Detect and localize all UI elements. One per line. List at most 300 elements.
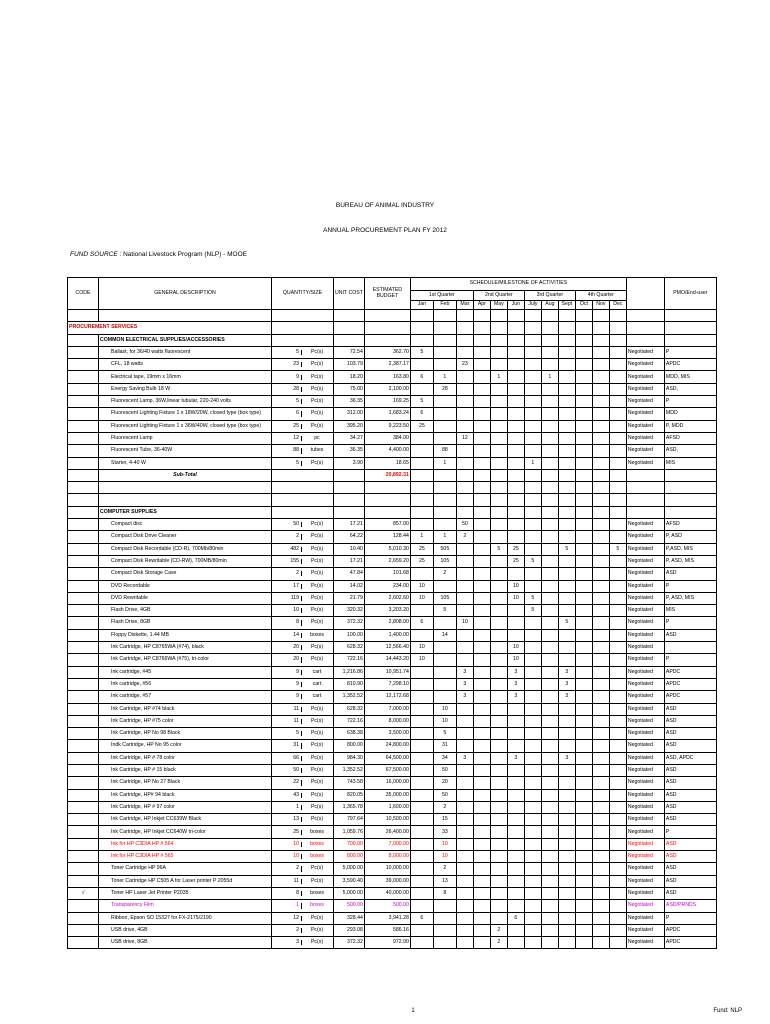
item-description: Energy Saving Bulb 18 W — [99, 383, 272, 395]
month-cell — [541, 592, 558, 604]
empty-cell — [410, 469, 433, 481]
empty-cell — [490, 469, 507, 481]
empty-cell — [334, 506, 365, 518]
procurement-mode: Negotiated — [626, 752, 664, 764]
item-unit: Pc(s) — [310, 557, 324, 564]
month-cell — [592, 642, 609, 654]
month-cell — [456, 777, 473, 789]
item-code — [68, 457, 99, 469]
month-cell — [575, 715, 592, 727]
empty-cell — [410, 494, 433, 506]
month-cell — [541, 642, 558, 654]
month-cell — [410, 519, 433, 531]
month-cell: 6 — [507, 912, 524, 924]
pmo-end-user: ASD — [664, 789, 716, 801]
empty-cell — [490, 494, 507, 506]
item-unit-cost: 72.54 — [334, 346, 365, 358]
month-cell — [609, 715, 626, 727]
pmo-end-user: P, ASD, MIS — [664, 555, 716, 567]
item-description: Ink Cartridge, HP #74 black — [99, 703, 272, 715]
item-budget: 40,000.00 — [364, 887, 410, 899]
empty-cell — [433, 482, 456, 494]
month-cell: 5 — [524, 555, 541, 567]
empty-cell — [507, 334, 524, 346]
pmo-end-user: P, ASD, MIS — [664, 592, 716, 604]
month-cell — [456, 543, 473, 555]
month-header: Apr — [473, 300, 490, 310]
month-cell — [592, 383, 609, 395]
month-cell: 31 — [433, 740, 456, 752]
month-cell — [541, 814, 558, 826]
month-cell — [541, 432, 558, 444]
month-cell — [541, 617, 558, 629]
pmo-end-user: ASD — [664, 851, 716, 863]
item-quantity — [272, 359, 334, 371]
month-cell: 88 — [433, 445, 456, 457]
month-cell — [410, 875, 433, 887]
item-quantity — [272, 383, 334, 395]
month-cell — [541, 605, 558, 617]
month-cell — [490, 383, 507, 395]
item-unit: Pc(s) — [310, 398, 324, 405]
month-header: Aug — [541, 300, 558, 310]
item-qty-value: 9 — [272, 682, 302, 687]
month-cell — [558, 728, 575, 740]
empty-cell — [664, 334, 716, 346]
item-qty-value: 2 — [272, 866, 302, 871]
month-cell — [473, 900, 490, 912]
procurement-mode: Negotiated — [626, 863, 664, 875]
procurement-mode: Negotiated — [626, 826, 664, 838]
empty-cell — [473, 494, 490, 506]
item-unit: Pc(s) — [310, 914, 324, 921]
section-label: PROCUREMENT SERVICES — [68, 322, 272, 334]
item-unit: Pc(s) — [310, 644, 324, 651]
item-quantity — [272, 900, 334, 912]
item-unit: Pc(s) — [310, 754, 324, 761]
month-cell: 2 — [456, 531, 473, 543]
empty-cell — [272, 482, 334, 494]
item-budget: 35,000.00 — [364, 789, 410, 801]
month-cell — [507, 851, 524, 863]
item-quantity — [272, 371, 334, 383]
item-description: Ink Cartridge, HP #75 color — [99, 715, 272, 727]
month-cell — [575, 912, 592, 924]
fund-source-label: FUND SOURCE — [70, 251, 118, 258]
empty-cell — [364, 334, 410, 346]
section-row — [68, 322, 717, 334]
month-cell — [490, 408, 507, 420]
month-cell — [490, 752, 507, 764]
month-cell — [507, 519, 524, 531]
month-cell: 33 — [433, 826, 456, 838]
item-unit-cost: 1,352.52 — [334, 691, 365, 703]
pmo-end-user: APDC — [664, 666, 716, 678]
pmo-end-user: ASD — [664, 863, 716, 875]
month-cell — [433, 678, 456, 690]
empty-cell — [334, 310, 365, 322]
month-cell: 1 — [490, 371, 507, 383]
month-cell — [592, 937, 609, 949]
item-code: √ — [68, 887, 99, 899]
empty-cell — [99, 494, 272, 506]
item-unit-cost: 34.27 — [334, 432, 365, 444]
empty-cell — [364, 310, 410, 322]
month-cell — [490, 359, 507, 371]
empty-cell — [334, 322, 365, 334]
item-qty-value: 88 — [272, 448, 302, 453]
item-qty-value: 11 — [272, 707, 302, 712]
month-cell — [609, 445, 626, 457]
table-row — [68, 371, 717, 383]
month-cell: 105 — [433, 555, 456, 567]
item-unit: Pc(s) — [310, 582, 324, 589]
pmo-end-user: ASD, — [664, 383, 716, 395]
month-cell — [410, 900, 433, 912]
item-qty-value: 12 — [272, 436, 302, 441]
month-cell — [575, 605, 592, 617]
month-cell — [433, 346, 456, 358]
item-unit: boxes — [310, 853, 324, 860]
item-code — [68, 752, 99, 764]
subtotal-label: Sub-Total — [99, 469, 272, 481]
month-cell — [558, 789, 575, 801]
month-cell — [456, 605, 473, 617]
procurement-mode: Negotiated — [626, 359, 664, 371]
item-budget: 1,600.00 — [364, 801, 410, 813]
table-row — [68, 543, 717, 555]
pmo-end-user: P — [664, 617, 716, 629]
month-cell — [575, 408, 592, 420]
empty-cell — [364, 506, 410, 518]
month-cell — [575, 519, 592, 531]
item-quantity — [272, 432, 334, 444]
table-row — [68, 912, 717, 924]
item-unit: Pc(s) — [310, 422, 324, 429]
empty-cell — [541, 334, 558, 346]
month-cell — [609, 642, 626, 654]
month-cell — [524, 863, 541, 875]
item-unit: Pc(s) — [310, 865, 324, 872]
item-budget: 169.25 — [364, 396, 410, 408]
procurement-mode: Negotiated — [626, 777, 664, 789]
month-cell — [473, 937, 490, 949]
month-cell — [410, 728, 433, 740]
item-unit: Pc(s) — [310, 877, 324, 884]
month-cell — [575, 887, 592, 899]
item-code — [68, 346, 99, 358]
month-cell — [609, 863, 626, 875]
month-cell — [609, 691, 626, 703]
month-cell — [456, 912, 473, 924]
month-cell — [524, 346, 541, 358]
month-cell — [541, 408, 558, 420]
item-unit: boxes — [310, 840, 324, 847]
month-cell — [410, 457, 433, 469]
item-quantity — [272, 592, 334, 604]
item-unit-cost: 984.30 — [334, 752, 365, 764]
empty-cell — [558, 469, 575, 481]
month-cell — [456, 924, 473, 936]
item-unit-cost: 628.32 — [334, 703, 365, 715]
item-qty-value: 28 — [272, 387, 302, 392]
month-cell — [575, 568, 592, 580]
item-quantity — [272, 728, 334, 740]
month-cell — [490, 457, 507, 469]
month-cell — [456, 740, 473, 752]
pmo-end-user: ASD, — [664, 445, 716, 457]
month-cell — [473, 617, 490, 629]
table-body — [68, 310, 717, 949]
item-description: Compact Disk Drive Cleaner — [99, 531, 272, 543]
item-code — [68, 703, 99, 715]
empty-cell — [490, 506, 507, 518]
month-cell — [473, 531, 490, 543]
agency-title: BUREAU OF ANIMAL INDUSTRY — [335, 202, 435, 209]
item-unit-cost: 395.20 — [334, 420, 365, 432]
empty-cell — [575, 469, 592, 481]
empty-cell — [473, 334, 490, 346]
table-row — [68, 851, 717, 863]
month-cell: 10 — [507, 592, 524, 604]
month-cell — [558, 764, 575, 776]
table-row — [68, 605, 717, 617]
fund-source — [70, 251, 247, 258]
month-cell — [524, 383, 541, 395]
table-row — [68, 666, 717, 678]
item-qty-value: 22 — [272, 780, 302, 785]
month-cell: 6 — [410, 617, 433, 629]
month-cell — [609, 814, 626, 826]
table-row — [68, 900, 717, 912]
month-cell — [456, 838, 473, 850]
item-quantity — [272, 691, 334, 703]
item-unit: Pc(s) — [310, 459, 324, 466]
month-cell — [609, 912, 626, 924]
procurement-mode: Negotiated — [626, 605, 664, 617]
item-code — [68, 420, 99, 432]
month-cell: 25 — [410, 420, 433, 432]
item-budget: 3,941.28 — [364, 912, 410, 924]
month-cell — [592, 715, 609, 727]
item-code — [68, 445, 99, 457]
item-qty-value: 25 — [272, 830, 302, 835]
pmo-end-user: P — [664, 346, 716, 358]
month-cell — [490, 900, 507, 912]
item-quantity — [272, 715, 334, 727]
table-row — [68, 408, 717, 420]
item-unit-cost: 5,000.00 — [334, 887, 365, 899]
month-cell — [473, 420, 490, 432]
pmo-end-user: P — [664, 826, 716, 838]
month-cell — [456, 814, 473, 826]
month-cell — [575, 900, 592, 912]
month-cell — [524, 666, 541, 678]
empty-cell — [364, 322, 410, 334]
empty-cell — [410, 310, 433, 322]
item-unit: cart — [312, 680, 322, 687]
month-cell — [433, 519, 456, 531]
month-cell — [558, 408, 575, 420]
empty-cell — [456, 494, 473, 506]
item-unit-cost: 21.79 — [334, 592, 365, 604]
item-qty-value: 482 — [272, 547, 302, 552]
month-cell — [490, 420, 507, 432]
month-cell — [609, 408, 626, 420]
pmo-end-user: MDD, MIS — [664, 371, 716, 383]
month-cell — [456, 728, 473, 740]
table-row — [68, 752, 717, 764]
procurement-mode: Negotiated — [626, 924, 664, 936]
month-cell — [558, 592, 575, 604]
month-cell — [592, 728, 609, 740]
item-code — [68, 408, 99, 420]
month-cell — [456, 592, 473, 604]
month-cell — [592, 703, 609, 715]
item-qty-value: 50 — [272, 768, 302, 773]
month-cell: 10 — [456, 617, 473, 629]
empty-cell — [609, 310, 626, 322]
item-unit-cost: 1,216.86 — [334, 666, 365, 678]
month-cell — [410, 789, 433, 801]
empty-cell — [68, 469, 99, 481]
pmo-end-user: APDC — [664, 691, 716, 703]
item-qty-value: 155 — [272, 559, 302, 564]
month-cell: 10 — [410, 654, 433, 666]
month-cell — [473, 432, 490, 444]
empty-cell — [541, 310, 558, 322]
item-quantity — [272, 617, 334, 629]
empty-cell — [507, 310, 524, 322]
item-qty-value: 50 — [272, 522, 302, 527]
month-cell — [541, 728, 558, 740]
month-cell — [473, 383, 490, 395]
empty-cell — [575, 506, 592, 518]
pmo-end-user: ASD — [664, 715, 716, 727]
item-qty-value: 43 — [272, 793, 302, 798]
month-cell — [558, 642, 575, 654]
month-cell — [592, 875, 609, 887]
month-cell: 5 — [410, 396, 433, 408]
month-cell: 1 — [410, 531, 433, 543]
month-cell: 3 — [558, 678, 575, 690]
month-cell — [575, 396, 592, 408]
month-cell — [410, 605, 433, 617]
item-description: Toner HP Laser Jet Printer P2035 — [99, 887, 272, 899]
month-cell — [490, 851, 507, 863]
item-quantity — [272, 568, 334, 580]
table-row — [68, 740, 717, 752]
month-cell: 3 — [507, 752, 524, 764]
month-cell: 5 — [433, 605, 456, 617]
month-cell — [541, 937, 558, 949]
month-cell — [410, 764, 433, 776]
table-row — [68, 642, 717, 654]
month-cell: 505 — [433, 543, 456, 555]
table-row — [68, 703, 717, 715]
item-description: Fluorescent Lamp, 36W,linear tubular, 220-240 volts — [99, 396, 272, 408]
item-qty-value: 5 — [272, 399, 302, 404]
item-qty-value: 10 — [272, 608, 302, 613]
item-budget: 39,000.00 — [364, 875, 410, 887]
month-cell — [524, 838, 541, 850]
month-cell — [410, 937, 433, 949]
item-unit-cost: 312.00 — [334, 408, 365, 420]
month-cell — [490, 715, 507, 727]
item-code — [68, 666, 99, 678]
month-cell: 6 — [410, 912, 433, 924]
procurement-mode: Negotiated — [626, 814, 664, 826]
month-cell — [609, 432, 626, 444]
month-cell — [609, 887, 626, 899]
month-cell — [558, 863, 575, 875]
item-code — [68, 814, 99, 826]
item-quantity — [272, 740, 334, 752]
month-cell — [558, 432, 575, 444]
month-cell — [490, 814, 507, 826]
item-code — [68, 863, 99, 875]
item-unit: Pc(s) — [310, 926, 324, 933]
month-cell — [473, 838, 490, 850]
item-unit-cost: 800.00 — [334, 740, 365, 752]
month-cell — [473, 801, 490, 813]
month-cell — [609, 617, 626, 629]
item-code — [68, 359, 99, 371]
month-cell — [410, 678, 433, 690]
procurement-mode: Negotiated — [626, 703, 664, 715]
item-description: Ink cartridge, #45 — [99, 666, 272, 678]
month-cell — [433, 396, 456, 408]
subtotal-row — [68, 469, 717, 481]
month-cell — [507, 777, 524, 789]
empty-cell — [456, 506, 473, 518]
month-cell — [473, 764, 490, 776]
item-unit: Pc(s) — [310, 607, 324, 614]
month-cell — [592, 617, 609, 629]
item-unit-cost: 3.90 — [334, 457, 365, 469]
item-unit: boxes — [310, 631, 324, 638]
procurement-mode: Negotiated — [626, 555, 664, 567]
month-cell — [490, 617, 507, 629]
item-unit-cost: 500.00 — [334, 900, 365, 912]
month-cell — [490, 740, 507, 752]
col-quantity: QUANTITY/SIZE — [272, 278, 334, 310]
item-qty-value: 14 — [272, 633, 302, 638]
empty-cell — [68, 482, 99, 494]
month-cell — [609, 703, 626, 715]
item-quantity — [272, 703, 334, 715]
empty-cell — [592, 334, 609, 346]
empty-cell — [473, 482, 490, 494]
month-cell — [575, 875, 592, 887]
item-budget: 10,500.00 — [364, 814, 410, 826]
month-cell — [609, 555, 626, 567]
month-cell — [609, 937, 626, 949]
item-budget: 7,298.10 — [364, 678, 410, 690]
item-qty-value: 17 — [272, 584, 302, 589]
month-cell: 1 — [524, 457, 541, 469]
month-cell — [456, 887, 473, 899]
month-cell — [456, 863, 473, 875]
month-cell — [490, 691, 507, 703]
item-unit: Pc(s) — [310, 791, 324, 798]
item-code — [68, 728, 99, 740]
month-cell — [592, 887, 609, 899]
item-description: Transparency Film — [99, 900, 272, 912]
month-cell: 5 — [433, 728, 456, 740]
month-cell — [433, 420, 456, 432]
month-cell — [490, 605, 507, 617]
